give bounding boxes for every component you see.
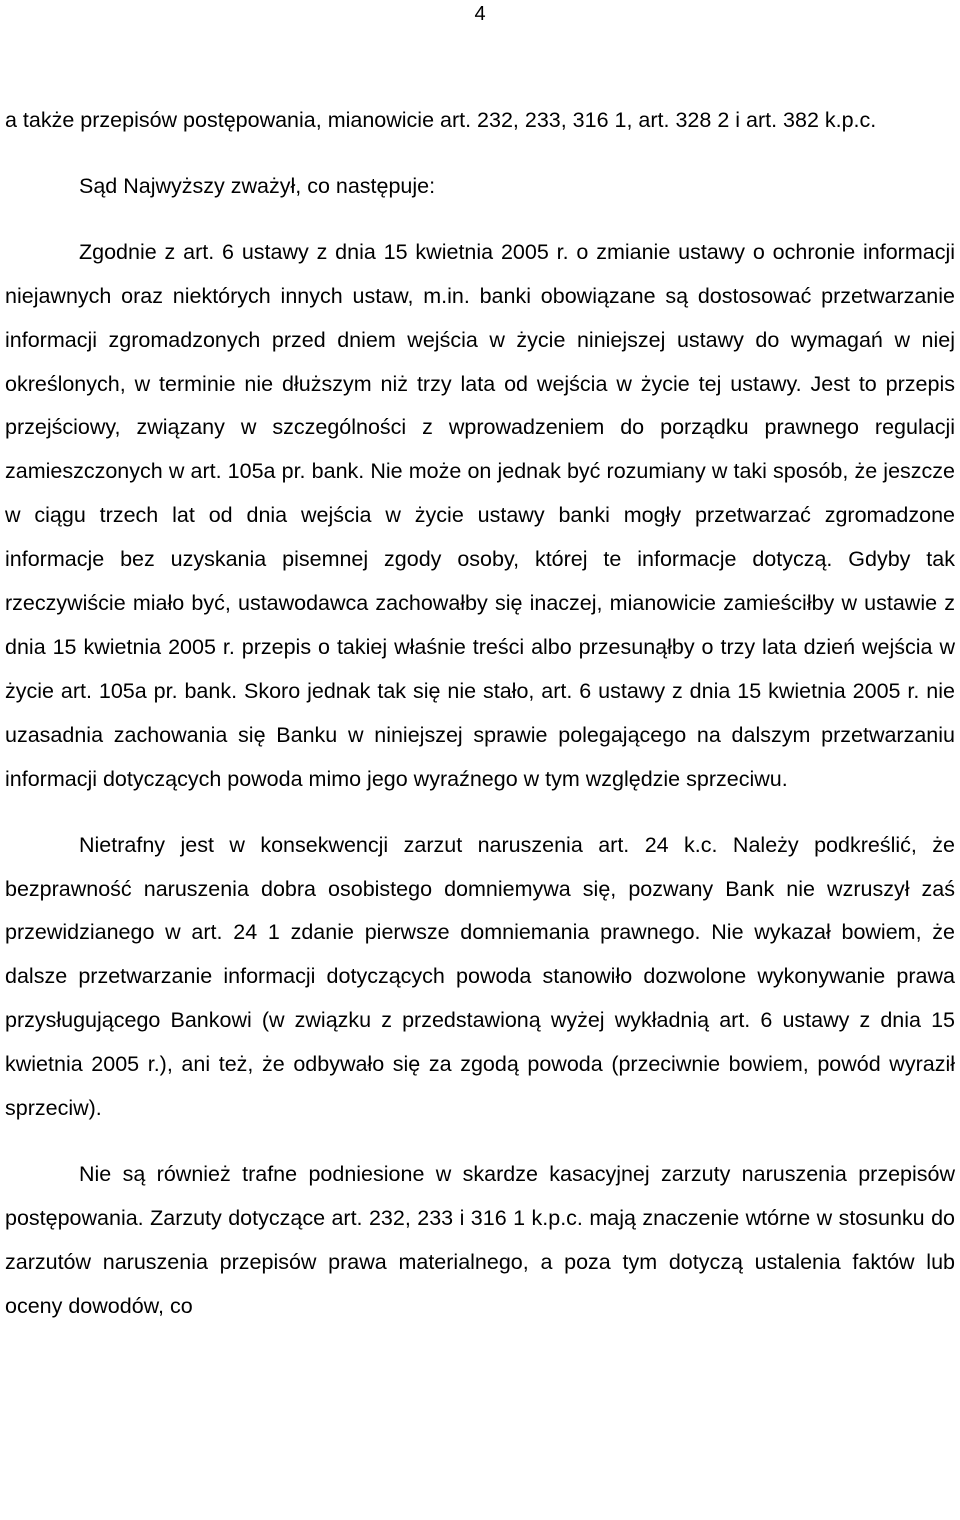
paragraph-gap: [5, 209, 955, 231]
paragraph-gap: [5, 1131, 955, 1153]
section-heading: Sąd Najwyższy zważył, co następuje:: [79, 173, 436, 198]
document-body: [5, 99, 955, 1329]
paragraph-continuation: a także przepisów postępowania, mianowicie art. 232, 233, 316 1, art. 328 2 i art. 382 k.p.c.: [5, 108, 877, 132]
paragraph-gap: [5, 802, 955, 824]
page-number: 4: [474, 3, 486, 25]
paragraph-procedural-charges: Nie są również trafne podniesione w skardze kasacyjnej zarzuty naruszenia przepisów postępowania. Zarzuty dotyczące art. 232, 233 i 316 1 k.p.c. mają znaczenie wtórne w stosunku do zarzutów naruszenia przepisów prawa materialnego, a poza tym dotyczą ustalenia faktów lub oceny dowodów, co: [5, 1161, 955, 1318]
paragraph-article-24: Nietrafny jest w konsekwencji zarzut naruszenia art. 24 k.c. Należy podkreślić, że bezprawność naruszenia dobra osobistego domniemywa się, pozwany Bank nie wzruszył zaś przewidzianego w art. 24 1 zdanie pierwsze domniemania prawnego. Nie wykazał bowiem, że dalsze przetwarzanie informacji dotyczących powoda stanowiło dozwolone wykonywanie prawa przysługującego Bankowi (w związku z przedstawioną wyżej wykładnią art. 6 ustawy z dnia 15 kwietnia 2005 r.), ani też, że odbywało się za zgodą powoda (przeciwnie bowiem, powód wyraził sprzeciw).: [5, 832, 955, 1121]
paragraph-gap: [5, 143, 955, 165]
paragraph-reasoning-article-6: Zgodnie z art. 6 ustawy z dnia 15 kwietnia 2005 r. o zmianie ustawy o ochronie informacji niejawnych oraz niektórych innych ustaw, m.in. banki obowiązane są dostosować przetwarzanie informacji zgromadzonych przed dniem wejścia w życie niniejszej ustawy do wymagań w niej określonych, w terminie nie dłuższym niż trzy lata od wejścia w życie tej ustawy. Jest to przepis przejściowy, związany w szczególności z wprowadzeniem do porządku prawnego regulacji zamieszczonych w art. 105a pr. bank. Nie może on jednak być rozumiany w taki sposób, że jeszcze w ciągu trzech lat od dnia wejścia w życie ustawy banki mogły przetwarzać zgromadzone informacje bez uzyskania pisemnej zgody osoby, której te informacje dotyczą. Gdyby tak rzeczywiście miało być, ustawodawca zachowałby się inaczej, mianowicie zamieściłby w ustawie z dnia 15 kwietnia 2005 r. przepis o takiej właśnie treści albo przesunąłby o trzy lata dzień wejścia w życie art. 105a pr. bank. Skoro jednak tak się nie stało, art. 6 ustawy z dnia 15 kwietnia 2005 r. nie uzasadnia zachowania się Banku w niniejszej sprawie polegającego na dalszym przetwarzaniu informacji dotyczących powoda mimo jego wyraźnego w tym względzie sprzeciwu.: [5, 239, 955, 791]
